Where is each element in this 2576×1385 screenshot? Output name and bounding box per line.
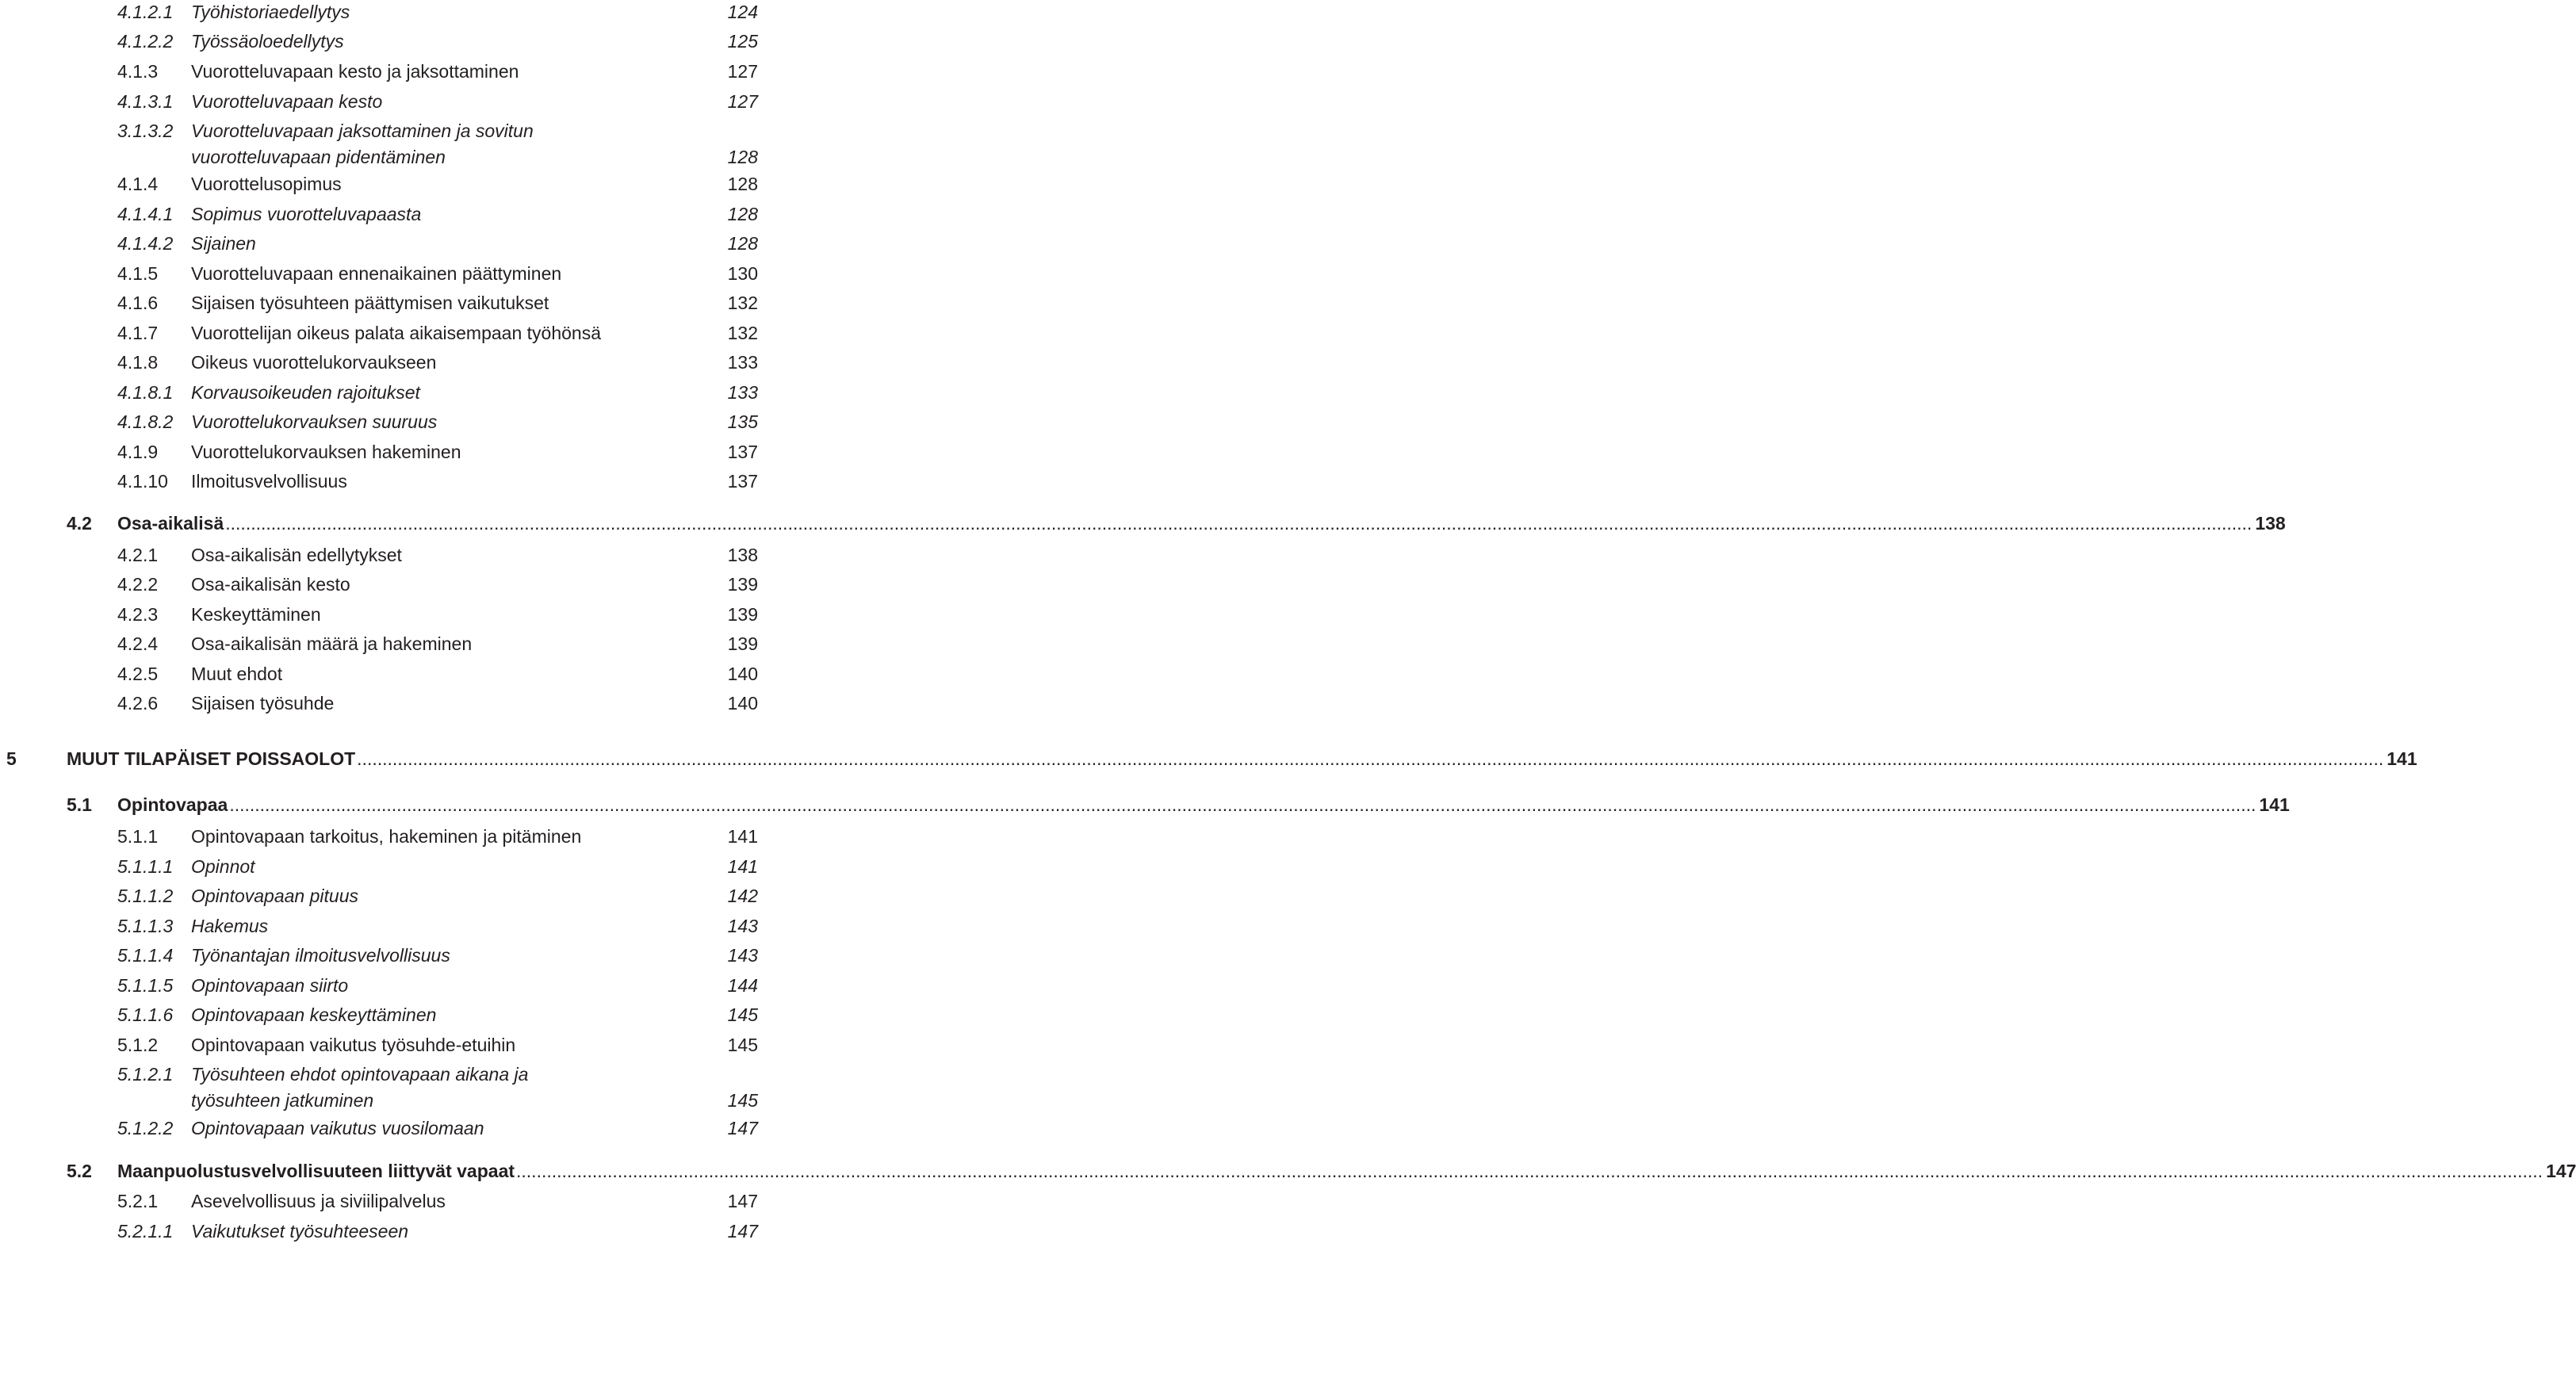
toc-entry-title: Työnantajan ilmoitusvelvollisuus <box>191 945 450 966</box>
toc-entry-page: 128 <box>727 204 758 224</box>
toc-entry-title: Opintovapaan pituus <box>191 886 358 906</box>
toc-entry-page: 133 <box>727 382 758 403</box>
toc-entry-page: 128 <box>727 233 758 254</box>
toc-entry-page: 128 <box>727 147 758 167</box>
toc-entry-title: Sijaisen työsuhde <box>191 693 335 714</box>
toc-entry-page: 135 <box>727 411 758 432</box>
toc-entry-number: 4.1.6 <box>117 293 159 313</box>
toc-entry-number: 4.1.10 <box>117 471 168 492</box>
toc-entry-page: 133 <box>727 352 758 373</box>
toc-entry-title: Sijainen <box>191 233 256 254</box>
toc-entry-number: 5.2 <box>67 1161 92 1181</box>
toc-entry-number: 5.1.2 <box>117 1035 159 1055</box>
toc-entry-page: 125 <box>727 31 758 52</box>
toc-entry-title: Opintovapaan siirto <box>191 975 349 996</box>
toc-entry-title: Vuorotteluvapaan ennenaikainen päättyminen <box>191 263 562 284</box>
toc-entry-page: 141 <box>2387 748 2417 769</box>
toc-entry-title: Opintovapaa <box>117 794 228 815</box>
toc-entry-number: 5 <box>6 748 17 769</box>
toc-entry-page: 127 <box>727 61 758 82</box>
toc-entry-page: 143 <box>727 916 758 936</box>
toc-entry-number: 3.1.3.2 <box>117 121 174 141</box>
toc-entry-page: 141 <box>2259 794 2290 815</box>
toc-entry-title: Sopimus vuorotteluvapaasta <box>191 204 422 224</box>
toc-entry-title: MUUT TILAPÄISET POISSAOLOT <box>67 748 356 769</box>
toc-entry-title: Ilmoitusvelvollisuus <box>191 471 347 492</box>
toc-entry-title: Sijaisen työsuhteen päättymisen vaikutukset <box>191 293 549 313</box>
toc-entry-page: 141 <box>727 826 758 847</box>
toc-entry-title: Työsuhteen ehdot opintovapaan aikana ja <box>191 1064 529 1085</box>
toc-entry-page: 132 <box>727 293 758 313</box>
toc-entry-number: 5.1.2.2 <box>117 1118 174 1138</box>
toc-entry-page: 145 <box>727 1004 758 1025</box>
toc-entry-title: Työssäoloedellytys <box>191 31 344 52</box>
toc-entry-page: 140 <box>727 664 758 684</box>
toc-entry-number: 4.2.2 <box>117 574 159 595</box>
toc-entry-page: 130 <box>727 263 758 284</box>
toc-entry-title: Hakemus <box>191 916 269 936</box>
toc-entry-title-continued: vuorotteluvapaan pidentäminen <box>191 147 446 167</box>
toc-entry-title: Opintovapaan keskeyttäminen <box>191 1004 437 1025</box>
toc-entry-title: Työhistoriaedellytys <box>191 2 350 22</box>
dot-leader: ................................................................................................................................................................................................................................................................................................................................................................................................................ <box>225 513 2253 534</box>
toc-entry-title: Opinnot <box>191 856 255 877</box>
toc-entry-number: 5.1.1.4 <box>117 945 174 966</box>
toc-entry-number: 4.1.9 <box>117 442 159 462</box>
toc-entry-page: 124 <box>727 2 758 22</box>
toc-entry-page: 147 <box>727 1191 758 1211</box>
toc-entry-page: 143 <box>727 945 758 966</box>
toc-entry-number: 4.1.8 <box>117 352 159 373</box>
toc-entry-title: Oikeus vuorottelukorvaukseen <box>191 352 437 373</box>
toc-entry-number: 5.1 <box>67 794 92 815</box>
toc-entry-number: 4.1.2.1 <box>117 2 174 22</box>
toc-entry-number: 4.2.6 <box>117 693 159 714</box>
toc-entry-number: 4.1.2.2 <box>117 31 174 52</box>
toc-entry-number: 5.1.1.6 <box>117 1004 174 1025</box>
toc-entry-number: 5.1.1.5 <box>117 975 174 996</box>
toc-entry-page: 127 <box>727 91 758 112</box>
toc-entry-title: Muut ehdot <box>191 664 283 684</box>
toc-entry-title: Vuorotteluvapaan jaksottaminen ja sovitun <box>191 121 534 141</box>
toc-entry-title: Vuorottelukorvauksen hakeminen <box>191 442 461 462</box>
toc-entry-number: 4.2.4 <box>117 633 159 654</box>
toc-entry-page: 138 <box>727 545 758 565</box>
toc-entry-number: 5.1.1 <box>117 826 159 847</box>
dot-leader: ................................................................................................................................................................................................................................................................................................................................................................................................................ <box>357 748 2384 769</box>
toc-entry-number: 5.1.1.2 <box>117 886 174 906</box>
toc-entry-page: 137 <box>727 442 758 462</box>
toc-entry-number: 5.2.1.1 <box>117 1221 174 1242</box>
dot-leader: ................................................................................................................................................................................................................................................................................................................................................................................................................ <box>516 1161 2543 1181</box>
toc-entry-number: 4.1.4.2 <box>117 233 174 254</box>
toc-entry-page: 128 <box>727 174 758 194</box>
toc-entry-number: 4.2.3 <box>117 604 159 625</box>
toc-entry-page: 142 <box>727 886 758 906</box>
toc-entry-title: Osa-aikalisän määrä ja hakeminen <box>191 633 473 654</box>
toc-entry-page: 137 <box>727 471 758 492</box>
toc-entry-number: 4.1.4 <box>117 174 159 194</box>
toc-entry-number: 5.1.1.1 <box>117 856 174 877</box>
toc-entry-title: Maanpuolustusvelvollisuuteen liittyvät vapaat <box>117 1161 515 1181</box>
toc-entry-number: 5.2.1 <box>117 1191 159 1211</box>
toc-entry-number: 4.2.5 <box>117 664 159 684</box>
toc-entry-number: 4.1.3.1 <box>117 91 174 112</box>
toc-entry-title: Vuorotteluvapaan kesto <box>191 91 383 112</box>
toc-entry-number: 5.1.2.1 <box>117 1064 174 1085</box>
toc-entry-title: Korvausoikeuden rajoitukset <box>191 382 420 403</box>
toc-entry-title: Vaikutukset työsuhteeseen <box>191 1221 409 1242</box>
toc-entry-number: 4.1.8.2 <box>117 411 174 432</box>
toc-entry-number: 4.1.7 <box>117 323 159 343</box>
toc-entry-number: 5.1.1.3 <box>117 916 174 936</box>
toc-entry-page: 147 <box>2546 1161 2576 1181</box>
toc-entry-number: 4.2.1 <box>117 545 159 565</box>
toc-entry-page: 140 <box>727 693 758 714</box>
toc-entry-number: 4.1.4.1 <box>117 204 174 224</box>
toc-entry-title: Asevelvollisuus ja siviilipalvelus <box>191 1191 446 1211</box>
toc-entry-page: 132 <box>727 323 758 343</box>
toc-entry-number: 4.1.5 <box>117 263 159 284</box>
toc-entry-title-continued: työsuhteen jatkuminen <box>191 1090 374 1111</box>
toc-entry-title: Opintovapaan vaikutus työsuhde-etuihin <box>191 1035 516 1055</box>
toc-entry-title: Osa-aikalisä <box>117 513 224 534</box>
toc-entry-page: 147 <box>727 1221 758 1242</box>
toc-entry-page: 141 <box>727 856 758 877</box>
toc-entry-title: Vuorottelusopimus <box>191 174 342 194</box>
toc-entry-title: Osa-aikalisän kesto <box>191 574 350 595</box>
toc-entry-page: 145 <box>727 1090 758 1111</box>
toc-entry-title: Osa-aikalisän edellytykset <box>191 545 402 565</box>
toc-entry-title: Keskeyttäminen <box>191 604 321 625</box>
toc-entry-title: Opintovapaan tarkoitus, hakeminen ja pitäminen <box>191 826 582 847</box>
toc-entry-number: 4.1.8.1 <box>117 382 174 403</box>
toc-entry-number: 4.2 <box>67 513 92 534</box>
toc-entry-page: 139 <box>727 633 758 654</box>
toc-entry-title: Opintovapaan vaikutus vuosilomaan <box>191 1118 484 1138</box>
toc-entry-page: 144 <box>727 975 758 996</box>
toc-entry-page: 139 <box>727 574 758 595</box>
toc-entry-page: 145 <box>727 1035 758 1055</box>
toc-entry-page: 139 <box>727 604 758 625</box>
toc-entry-title: Vuorottelukorvauksen suuruus <box>191 411 438 432</box>
toc-entry-title: Vuorottelijan oikeus palata aikaisempaan työhönsä <box>191 323 601 343</box>
toc-entry-title: Vuorotteluvapaan kesto ja jaksottaminen <box>191 61 519 82</box>
toc-entry-number: 4.1.3 <box>117 61 159 82</box>
dot-leader: ................................................................................................................................................................................................................................................................................................................................................................................................................ <box>229 794 2256 815</box>
toc-entry-page: 138 <box>2255 513 2286 534</box>
toc-entry-page: 147 <box>727 1118 758 1138</box>
